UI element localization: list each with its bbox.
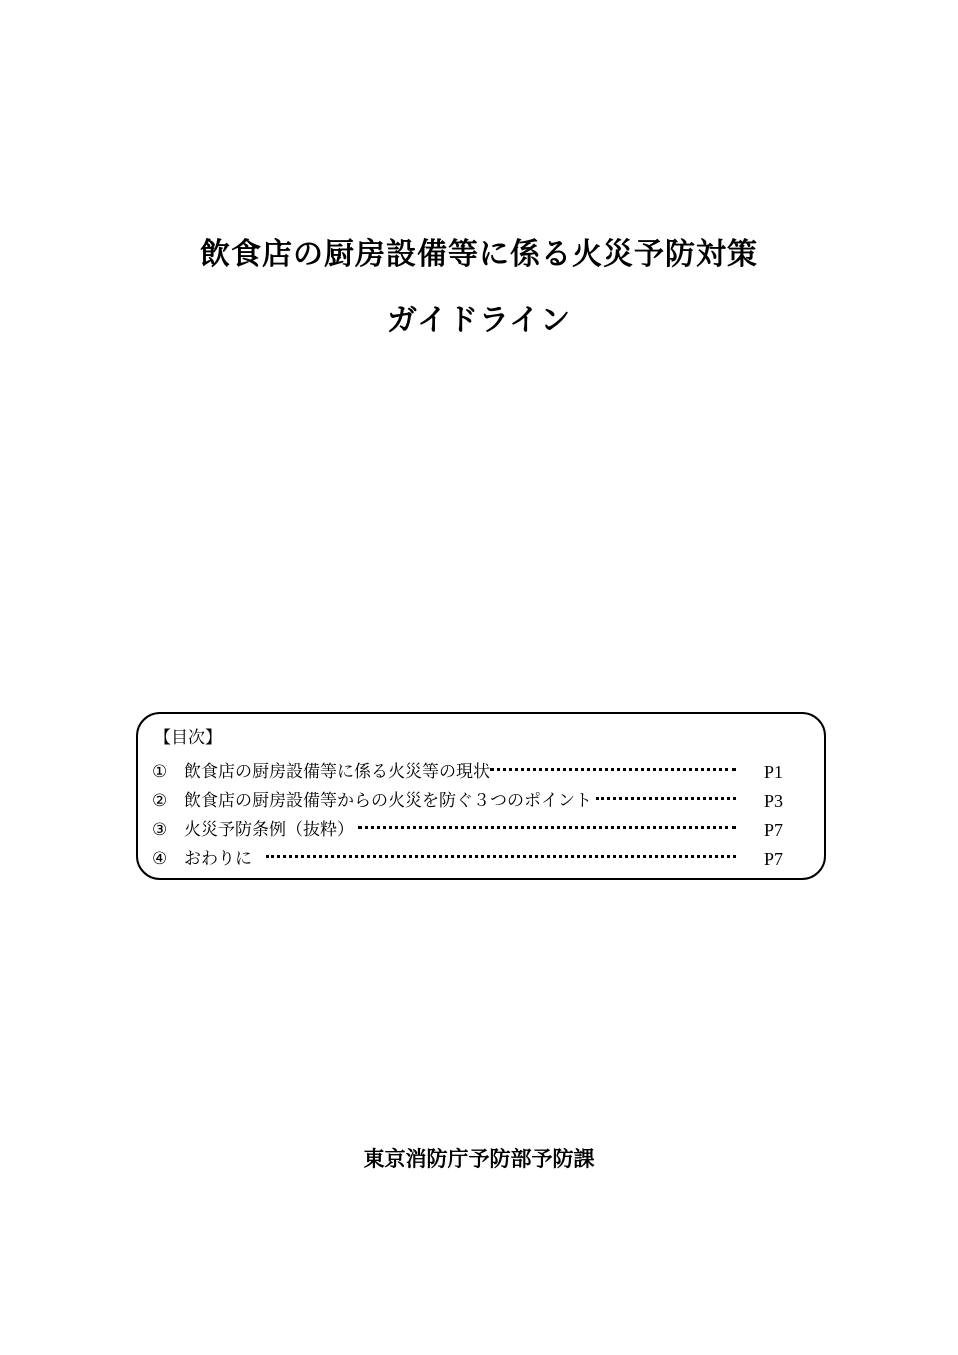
- toc-item-label: 飲食店の厨房設備等からの火災を防ぐ３つのポイント: [184, 790, 592, 811]
- toc-item-number: ②: [152, 790, 168, 811]
- toc-item[interactable]: [152, 844, 792, 873]
- toc-item[interactable]: [152, 815, 792, 844]
- toc-item-page: P7: [764, 819, 784, 840]
- document-title: [0, 238, 958, 338]
- toc-item-page: P7: [764, 848, 784, 869]
- toc-heading: 【目次】: [154, 728, 222, 748]
- toc-item-page: P3: [764, 790, 784, 811]
- toc-item-page: P1: [764, 761, 784, 782]
- toc-dot-leader: [358, 826, 736, 829]
- toc-item-number: ③: [152, 819, 168, 840]
- toc-item[interactable]: [152, 786, 792, 815]
- toc-item-number: ①: [152, 761, 168, 782]
- toc-dot-leader: [596, 797, 736, 800]
- toc-item-number: ④: [152, 848, 168, 869]
- title-line-1: 飲食店の厨房設備等に係る火災予防対策: [200, 237, 758, 272]
- toc-item-label: 飲食店の厨房設備等に係る火災等の現状: [184, 761, 490, 782]
- toc-item[interactable]: [152, 757, 792, 786]
- toc-dot-leader: [490, 768, 736, 771]
- toc-item-label: おわりに: [184, 848, 252, 869]
- toc-list: [152, 757, 792, 873]
- title-line-2: ガイドライン: [386, 303, 572, 338]
- toc-item-label: 火災予防条例（抜粋）: [184, 819, 354, 840]
- table-of-contents: [136, 712, 826, 880]
- issuing-organization: 東京消防庁予防部予防課: [363, 1147, 595, 1171]
- toc-dot-leader: [266, 855, 736, 858]
